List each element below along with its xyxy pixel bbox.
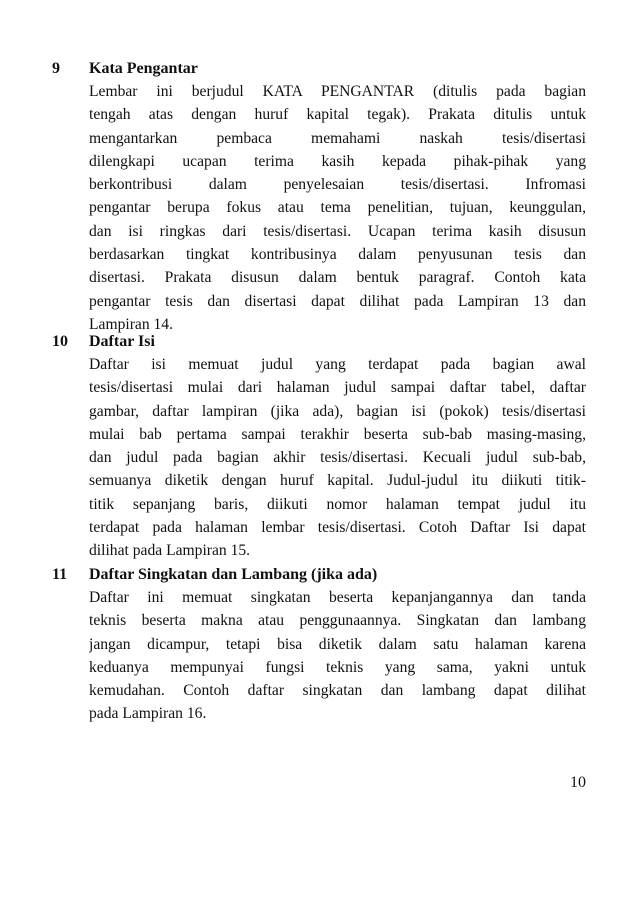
body-line: disertasi. Prakata disusun dalam bentuk paragraf. Contoh kata <box>89 269 586 287</box>
body-line: jangan dicampur, tetapi bisa diketik dalam satu halaman karena <box>89 635 586 653</box>
body-line: mulai bab pertama sampai terakhir beserta sub-bab masing-masing, <box>89 425 586 443</box>
section-body <box>89 586 586 726</box>
body-line: Lembar ini berjudul KATA PENGANTAR (ditulis pada bagian <box>89 83 586 100</box>
body-line: gambar, daftar lampiran (jika ada), bagian isi (pokok) tesis/disertasi <box>89 402 586 420</box>
section-number: 10 <box>52 333 68 350</box>
body-line: mengantarkan pembaca memahami naskah tesis/disertasi <box>89 129 586 147</box>
body-line: tengah atas dengan huruf kapital tegak). Prakata ditulis untuk <box>89 106 586 124</box>
section-body <box>89 353 586 563</box>
section-number: 9 <box>52 60 60 77</box>
body-line: dilihat pada Lampiran 15. <box>89 542 251 560</box>
body-line: Daftar ini memuat singkatan beserta kepanjangannya dan tanda <box>89 589 586 606</box>
section-title: Kata Pengantar <box>89 60 198 77</box>
body-line: keduanya mempunyai fungsi teknis yang sama, yakni untuk <box>89 658 586 676</box>
body-line: dan isi ringkas dari tesis/disertasi. Ucapan terima kasih disusun <box>89 222 586 240</box>
body-line: dan judul pada bagian akhir tesis/disertasi. Kecuali judul sub-bab, <box>89 449 586 467</box>
body-line: titik sepanjang baris, diikuti nomor halaman tempat judul itu <box>89 495 586 513</box>
section-heading <box>52 330 586 353</box>
section-title: Daftar Isi <box>89 333 155 350</box>
body-line: terdapat pada halaman lembar tesis/disertasi. Cotoh Daftar Isi dapat <box>89 519 586 537</box>
body-line: tesis/disertasi mulai dari halaman judul sampai daftar tabel, daftar <box>89 379 586 397</box>
body-line: berdasarkan tingkat kontribusinya dalam penyusunan tesis dan <box>89 246 586 264</box>
body-line: semuanya diketik dengan huruf kapital. Judul-judul itu diikuti titik- <box>89 472 586 490</box>
body-line: Daftar isi memuat judul yang terdapat pada bagian awal <box>89 356 586 373</box>
section-body <box>89 80 586 336</box>
section-daftar-isi <box>52 330 586 563</box>
body-line: teknis beserta makna atau penggunaannya. Singkatan dan lambang <box>89 612 586 630</box>
section-kata-pengantar <box>52 57 586 336</box>
body-line: pengantar berupa fokus atau tema penelitian, tujuan, keunggulan, <box>89 199 586 217</box>
section-title: Daftar Singkatan dan Lambang (jika ada) <box>89 566 378 583</box>
body-line: dilengkapi ucapan terima kasih kepada pihak-pihak yang <box>89 152 586 170</box>
body-line: Lampiran 14. <box>89 315 174 333</box>
section-daftar-singkatan <box>52 563 586 726</box>
section-heading <box>52 57 586 80</box>
page-number: 10 <box>570 774 586 791</box>
body-line: pada Lampiran 16. <box>89 705 207 723</box>
body-line: kemudahan. Contoh daftar singkatan dan lambang dapat dilihat <box>89 682 586 700</box>
body-line: berkontribusi dalam penyelesaian tesis/disertasi. Infromasi <box>89 176 586 194</box>
body-line: pengantar tesis dan disertasi dapat dilihat pada Lampiran 13 dan <box>89 292 586 310</box>
section-number: 11 <box>52 566 68 583</box>
section-heading <box>52 563 586 586</box>
